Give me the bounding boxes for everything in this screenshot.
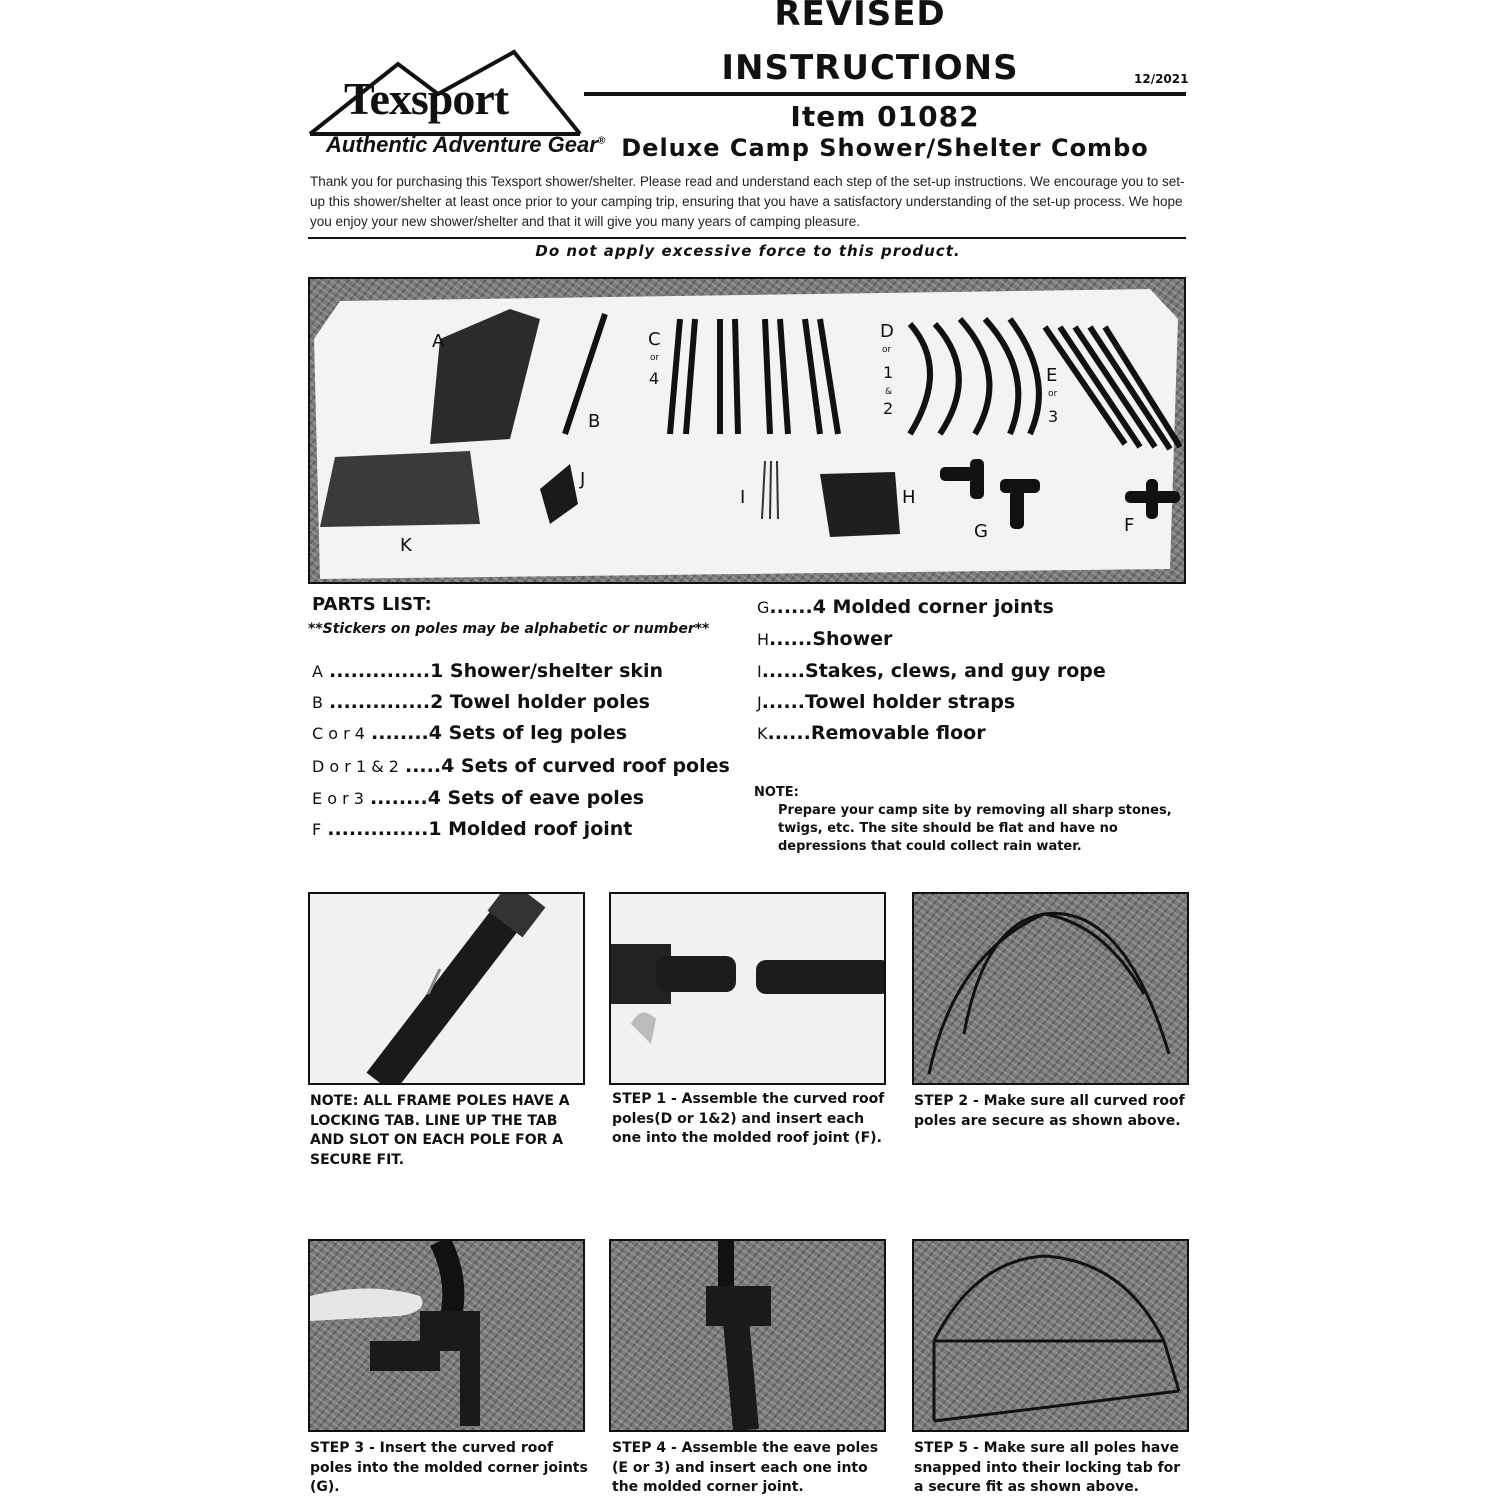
roof-arch-drawing [914, 894, 1187, 1083]
logo-tagline: Authentic Adventure Gear® [326, 132, 606, 157]
label-f: F [1124, 515, 1135, 536]
part-row: I......Stakes, clews, and guy rope [757, 660, 1106, 682]
eave-pole-drawing [611, 1241, 884, 1430]
step-photo-locking-tab [308, 892, 585, 1085]
logo-wordmark: Texsport [344, 73, 509, 124]
step-photo-4 [609, 1239, 886, 1432]
part-row: C o r 4 ........4 Sets of leg poles [312, 722, 628, 744]
label-i: I [740, 487, 746, 508]
item-number: Item 01082 [790, 100, 980, 133]
label-e-or: or [1048, 389, 1058, 399]
label-b: B [588, 411, 601, 432]
label-d-or: or [882, 345, 892, 355]
part-row: J......Towel holder straps [757, 691, 1016, 713]
part-row: G......4 Molded corner joints [757, 596, 1054, 618]
label-g: G [974, 521, 988, 542]
texsport-logo [308, 44, 606, 164]
product-name: Deluxe Camp Shower/Shelter Combo [621, 134, 1149, 162]
title-revised: REVISED [774, 0, 946, 34]
step-caption: STEP 5 - Make sure all poles have snapped into their locking tab for a secure fit as shown above. [914, 1440, 1181, 1495]
label-c: C [648, 329, 661, 350]
part-row: K......Removable floor [757, 722, 986, 744]
parts-photo [308, 277, 1186, 584]
part-row: F ..............1 Molded roof joint [312, 818, 633, 840]
step-photo-3 [308, 1239, 585, 1432]
step-photo-5 [912, 1239, 1189, 1432]
step-caption: STEP 1 - Assemble the curved roof poles(D or 1&2) and insert each one into the molded roof joint (F). [612, 1091, 885, 1146]
corner-joint-hand-drawing [310, 1241, 583, 1430]
part-row: B ..............2 Towel holder poles [312, 691, 650, 713]
label-d-num2: 2 [883, 399, 894, 418]
label-h: H [902, 487, 916, 508]
revision-date: 12/2021 [1134, 72, 1189, 86]
full-frame-drawing [914, 1241, 1187, 1430]
label-a: A [432, 331, 445, 352]
stickers-note: **Stickers on poles may be alphabetic or number** [308, 621, 710, 637]
step-photo-1 [609, 892, 886, 1085]
step-caption: STEP 3 - Insert the curved roof poles into the molded corner joints (G). [310, 1440, 588, 1495]
force-warning: Do not apply excessive force to this product. [535, 242, 961, 260]
part-row: D o r 1 & 2 .....4 Sets of curved roof poles [312, 755, 730, 777]
part-row: H......Shower [757, 628, 893, 650]
label-c-or: or [650, 353, 660, 363]
label-d: D [880, 321, 894, 342]
step-caption: NOTE: ALL FRAME POLES HAVE A LOCKING TAB. LINE UP THE TAB AND SLOT ON EACH POLE FOR A SECURE FIT. [310, 1093, 570, 1168]
label-e: E [1046, 365, 1058, 386]
intro-paragraph: Thank you for purchasing this Texsport shower/shelter. Please read and understand each step of the set-up instructions. We encourage you to set-up this shower/shelter at least once prior to your camping trip, ensuring that you have a satisfactory understanding of the set-up process. We hope you enjoy your new shower/shelter and that it will give you many years of camping pleasure. [310, 174, 1185, 229]
step-photo-2 [912, 892, 1189, 1085]
label-d-amp: & [885, 387, 893, 397]
intro-rule [308, 237, 1186, 239]
label-d-num1: 1 [883, 363, 894, 382]
header-rule [584, 92, 1186, 96]
label-j: J [580, 469, 586, 490]
shower-bag [820, 472, 900, 537]
part-row: E o r 3 ........4 Sets of eave poles [312, 787, 645, 809]
parts-list-heading: PARTS LIST: [312, 594, 432, 615]
label-k: K [400, 535, 412, 556]
label-e-num: 3 [1048, 407, 1059, 426]
roof-joint-drawing [611, 894, 884, 1083]
site-note-title: NOTE: [754, 785, 799, 800]
pole-closeup-drawing [310, 894, 583, 1083]
part-row: A ..............1 Shower/shelter skin [312, 660, 664, 682]
step-caption: STEP 2 - Make sure all curved roof poles are secure as shown above. [914, 1093, 1185, 1129]
site-note-body: Prepare your camp site by removing all sharp stones, twigs, etc. The site should be flat and have no depressions that could collect rain water. [778, 803, 1172, 854]
title-instructions: INSTRUCTIONS [721, 48, 1019, 88]
floor [320, 451, 480, 527]
step-caption: STEP 4 - Assemble the eave poles (E or 3) and insert each one into the molded corner joint. [612, 1440, 879, 1495]
parts-photo-drawing [310, 279, 1184, 582]
label-c-num: 4 [649, 369, 660, 388]
